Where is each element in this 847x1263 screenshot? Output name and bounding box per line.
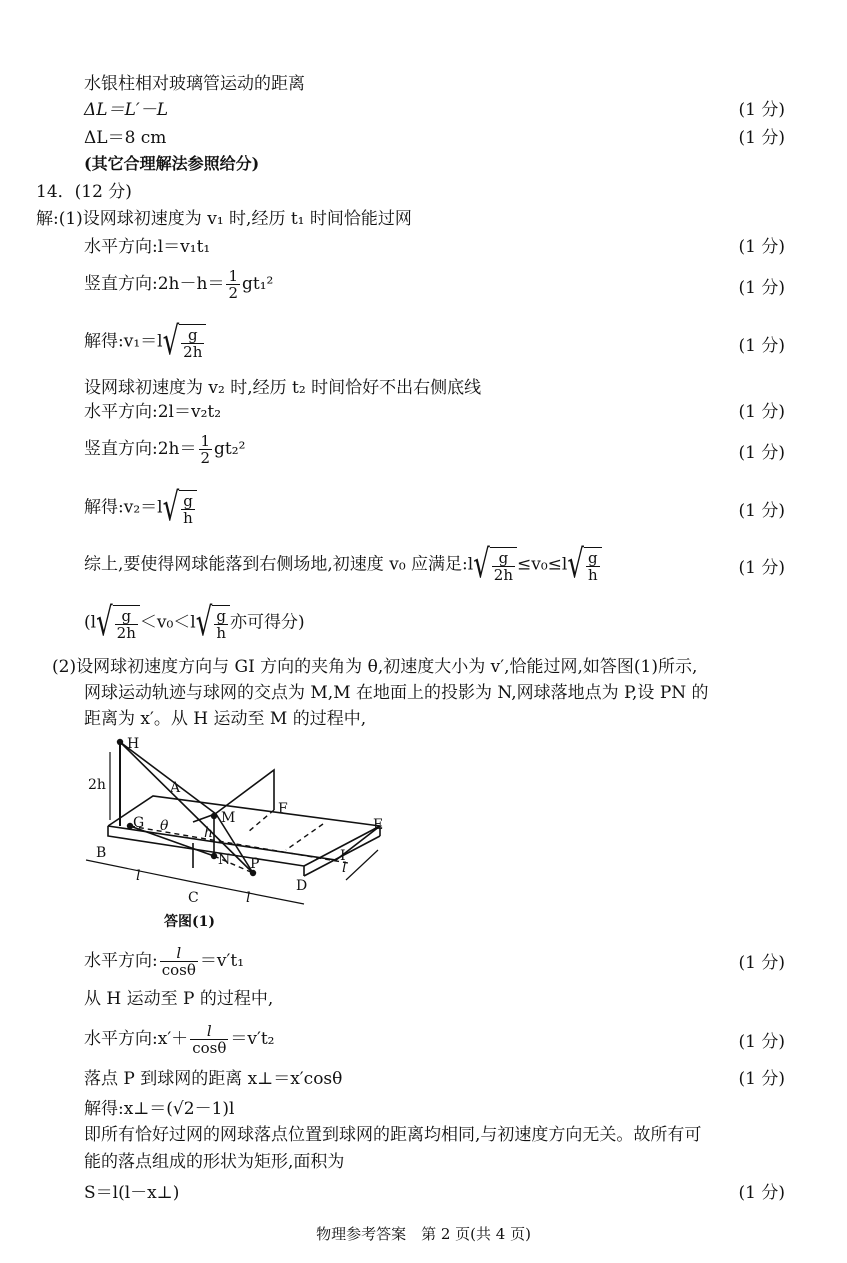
label-l-bottom: l xyxy=(246,890,251,906)
sqrt-g-over-h: √ $\frac{g}{h}$ xyxy=(163,490,197,526)
point-h xyxy=(117,739,123,745)
velocity-range: 综上,要使得网球能落到右侧场地,初速度 v₀ 应满足:l√ $\frac{g}{2h}$ ≤v₀≤l√ $\frac{g}{h}$ xyxy=(84,547,602,583)
note-alternative: (其它合理解法参照给分) xyxy=(84,154,260,173)
label-i: I xyxy=(340,848,346,864)
score-label: (1 分) xyxy=(738,953,785,973)
page-footer: 物理参考答案 第 2 页(共 4 页) xyxy=(316,1225,531,1243)
horizontal-eq-hm: 水平方向: $\frac{l}{\cos\theta}$ ＝v′t₁ xyxy=(84,944,245,979)
score-label: (1 分) xyxy=(738,501,785,521)
score-label: (1 分) xyxy=(738,1183,785,1203)
score-label: (1 分) xyxy=(738,128,785,148)
fraction-half: $\frac{1}{2}$ xyxy=(228,267,238,302)
result-v2: 解得:v₂＝l√ $\frac{g}{h}$ xyxy=(84,490,197,526)
part2-intro-line2: 网球运动轨迹与球网的交点为 M,M 在地面上的投影为 N,网球落地点为 P,设 PN 的 xyxy=(84,683,709,703)
label-h-small: h xyxy=(204,825,214,841)
score-label: (1 分) xyxy=(738,237,785,257)
conclusion-line1: 即所有恰好过网的网球落点位置到球网的距离均相同,与初速度方向无关。故所有可 xyxy=(84,1125,702,1145)
horizontal-eq-hp: 水平方向:x′＋ $\frac{l}{\cos\theta}$ ＝v′t₂ xyxy=(84,1022,275,1057)
solution-part1-intro: 解:(1)设网球初速度为 v₁ 时,经历 t₁ 时间恰能过网 xyxy=(36,209,412,229)
label-g: G xyxy=(133,815,145,831)
score-label: (1 分) xyxy=(738,558,785,578)
score-label: (1 分) xyxy=(738,336,785,356)
part2-intro-line3: 距离为 x′。从 H 运动至 M 的过程中, xyxy=(84,709,367,729)
score-label: (1 分) xyxy=(738,1032,785,1052)
score-label: (1 分) xyxy=(738,443,785,463)
label-p: P xyxy=(250,856,260,872)
result-x-perp: 解得:x⊥＝(√2－1)l xyxy=(84,1099,235,1119)
formula-delta-l-value: ΔL＝8 cm xyxy=(84,128,167,148)
solution-v2-intro: 设网球初速度为 v₂ 时,经历 t₂ 时间恰好不出右侧底线 xyxy=(84,378,482,398)
score-label: (1 分) xyxy=(738,402,785,422)
point-n xyxy=(211,853,217,859)
result-v1: 解得:v₁＝l√ $\frac{g}{2h}$ xyxy=(84,324,206,360)
conclusion-line2: 能的落点组成的形状为矩形,面积为 xyxy=(84,1152,345,1172)
vertical-eq-1 xyxy=(84,268,273,301)
fraction-l-over-cos: $\frac{l}{\cos\theta}$ xyxy=(161,944,196,979)
sqrt-g-over-2h: √ $\frac{g}{2h}$ xyxy=(163,324,207,360)
label-m: M xyxy=(221,810,236,826)
vertical-eq-1-right: gt₁² xyxy=(242,274,274,294)
label-b: B xyxy=(96,845,107,861)
fraction-half: $\frac{1}{2}$ xyxy=(200,432,211,467)
question-14-heading: 14．(12 分) xyxy=(36,182,132,202)
label-theta: θ xyxy=(160,818,169,834)
fraction-l-over-cos: $\frac{l}{\cos\theta}$ xyxy=(192,1022,227,1057)
label-d: D xyxy=(296,878,308,894)
text-line: 水银柱相对玻璃管运动的距离 xyxy=(84,74,305,94)
score-label: (1 分) xyxy=(738,278,785,298)
text-h-to-p: 从 H 运动至 P 的过程中, xyxy=(84,989,274,1009)
distance-to-net: 落点 P 到球网的距离 x⊥＝x′cosθ xyxy=(84,1069,343,1089)
label-l-left: l xyxy=(136,868,141,884)
score-label: (1 分) xyxy=(738,1069,785,1089)
vertical-eq-1-left: 竖直方向:2h－h＝ xyxy=(84,274,225,294)
part2-intro-line1: (2)设网球初速度方向与 GI 方向的夹角为 θ,初速度大小为 v′,恰能过网,如答图(1)所示, xyxy=(52,657,698,677)
area-formula: S＝l(l－x⊥) xyxy=(84,1183,180,1203)
figure-tennis-court xyxy=(78,732,398,937)
label-n: N xyxy=(218,852,231,868)
formula-delta-l: ΔL＝L′－L xyxy=(84,100,169,120)
label-l-right: l xyxy=(342,860,347,876)
vertical-eq-2: 竖直方向:2h＝ $\frac{1}{2}$ gt₂² xyxy=(84,432,246,467)
figure-caption: 答图(1) xyxy=(164,914,215,930)
label-a: A xyxy=(170,780,181,796)
label-h: H xyxy=(127,736,140,752)
velocity-range-alt: (l√ $\frac{g}{2h}$ ＜v₀＜l√ $\frac{g}{h}$ 亦可得分) xyxy=(84,600,305,646)
point-m xyxy=(211,813,217,819)
horizontal-eq-1: 水平方向:l＝v₁t₁ xyxy=(84,237,211,257)
score-label: (1 分) xyxy=(738,100,785,120)
label-e: E xyxy=(373,817,384,833)
label-c: C xyxy=(188,890,199,906)
label-2h: 2h xyxy=(88,777,106,793)
horizontal-eq-2: 水平方向:2l＝v₂t₂ xyxy=(84,402,222,422)
label-f: F xyxy=(278,801,288,817)
